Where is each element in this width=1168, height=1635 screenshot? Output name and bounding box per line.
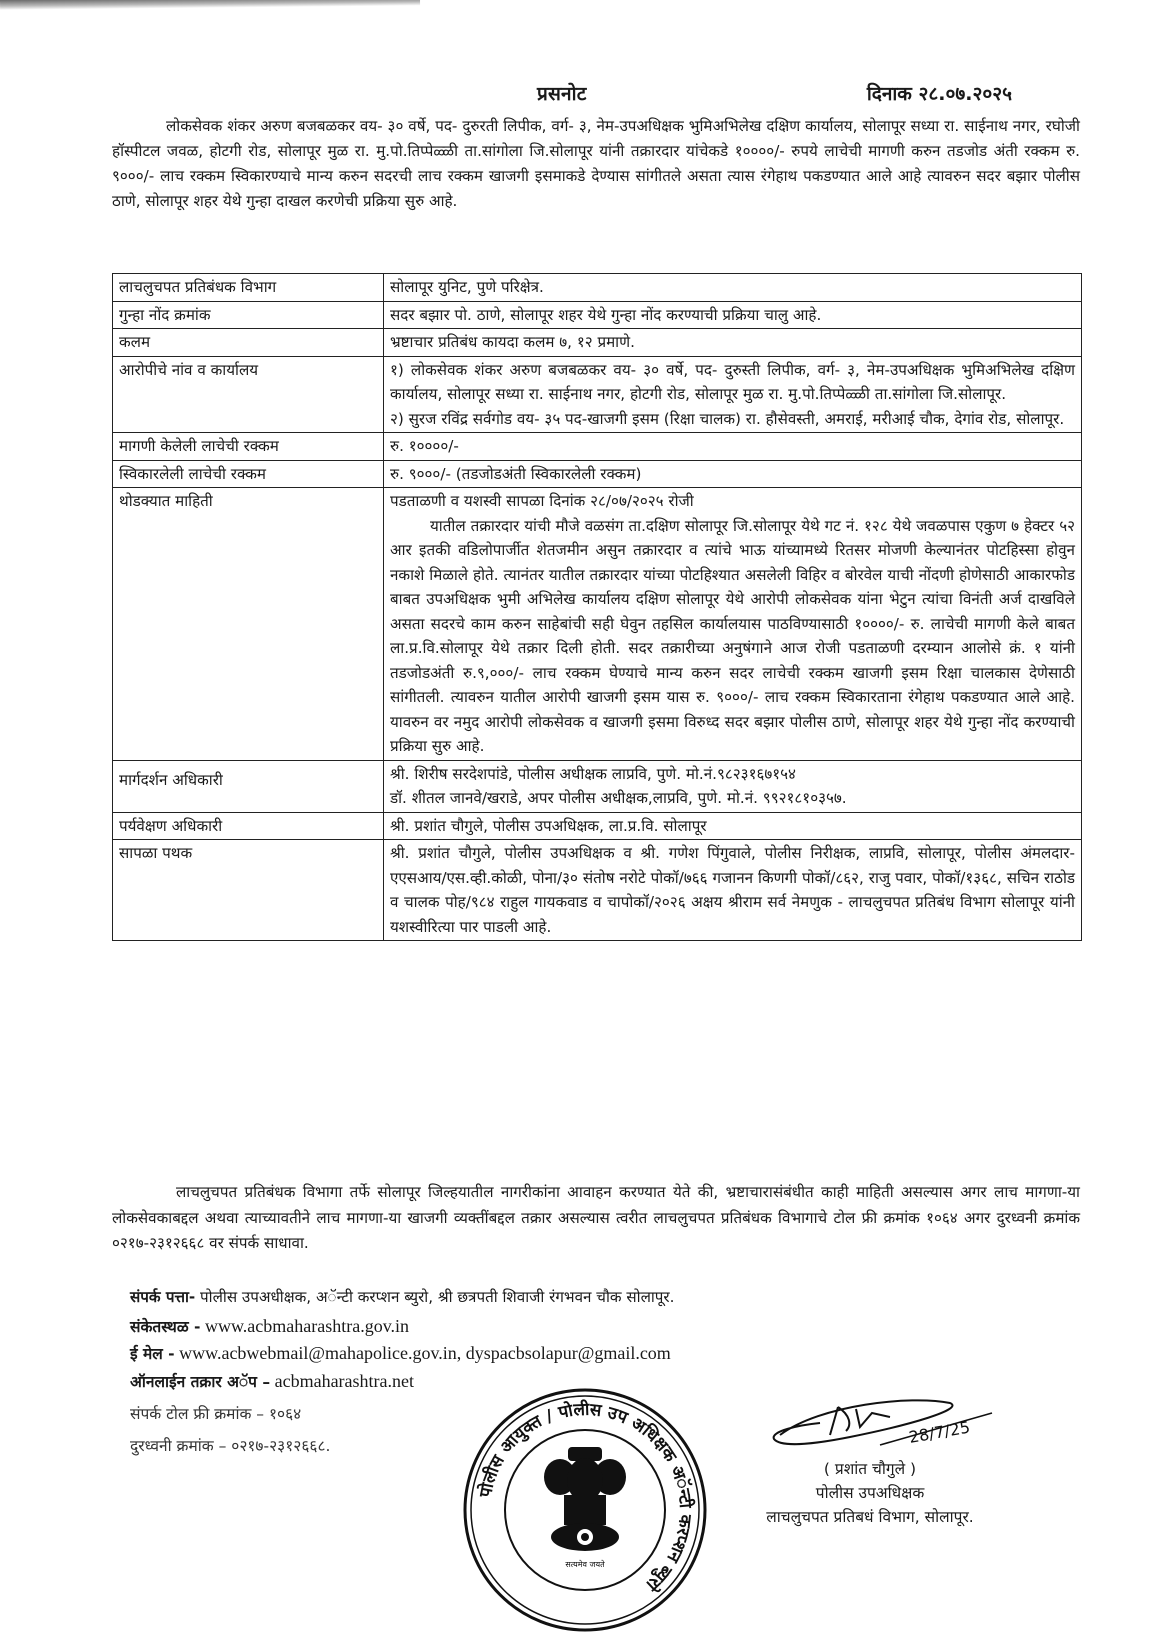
- table-row: [113, 840, 1082, 941]
- guidance-officer: डॉ. शीतल जानवे/खराडे, अपर पोलीस अधीक्षक,लाप्रवि, पुणे. मो.नं. ९९२१८१०३५७.: [390, 789, 847, 807]
- signatory-office: लाचलुचपत प्रतिबधं विभाग, सोलापूर.: [766, 1508, 974, 1526]
- press-note-header: [112, 80, 1080, 110]
- handwritten-signature: [760, 1395, 1000, 1457]
- row-value: सोलापूर युनिट, पुणे परिक्षेत्र.: [384, 274, 1082, 302]
- row-value: रु. १००००/-: [384, 433, 1082, 461]
- table-row: [113, 301, 1082, 329]
- scan-edge-shadow: [0, 0, 420, 10]
- contact-tollfree: संपर्क टोल फ्री क्रमांक – १०६४: [130, 1405, 302, 1423]
- seal-ring-text: पोलीस आयुक्त / पोलीस उप अधिक्षक अॅन्टी करप्शन ब्युरो: [475, 1399, 696, 1595]
- row-value-summary: [384, 488, 1082, 761]
- signature-block: [720, 1395, 1020, 1529]
- contact-online-app: [130, 1370, 414, 1392]
- table-row: [113, 812, 1082, 840]
- row-value: रु. ९०००/- (तडजोडअंती स्विकारलेली रक्कम): [384, 460, 1082, 488]
- table-row: [113, 760, 1082, 812]
- contact-address: [130, 1287, 674, 1307]
- table-row: [113, 329, 1082, 357]
- contact-email-label: ई मेल -: [130, 1345, 175, 1363]
- official-seal: [460, 1385, 710, 1635]
- row-label: लाचलुचपत प्रतिबंधक विभाग: [113, 274, 384, 302]
- contact-website-label: संकेतस्थळ -: [130, 1318, 201, 1336]
- accused-item: १) लोकसेवक शंकर अरुण बजबळकर वय- ३० वर्षे, पद- दुरुस्ती लिपीक, वर्ग- ३, नेम-उपअधिक्षक भुमिअभिलेख दक्षिण कार्यालय, सोलापूर सध्या रा. साईनाथ नगर, होटगी रोड, सोलापूर मुळ रा. मु.पो.तिप्पेळ्ळी ता.सांगोला जि.सोलापूर.: [390, 360, 1075, 403]
- contact-email: [130, 1342, 671, 1364]
- row-value-guidance: [384, 760, 1082, 812]
- guidance-officer: श्री. शिरीष सरदेशपांडे, पोलीस अधीक्षक लाप्रवि, पुणे. मो.नं.९८२३१६७१५४: [390, 764, 796, 783]
- row-value-accused: [384, 356, 1082, 433]
- table-row: [113, 460, 1082, 488]
- contact-address-label: संपर्क पत्ता-: [130, 1288, 196, 1306]
- contact-website-link[interactable]: www.acbmaharashtra.gov.in: [200, 1316, 410, 1336]
- press-note-date: दिनाक २८.०७.२०२५: [866, 83, 1012, 105]
- row-value: सदर बझार पो. ठाणे, सोलापूर शहर येथे गुन्हा नोंद करण्याची प्रक्रिया चालु आहे.: [384, 301, 1082, 329]
- summary-heading: पडताळणी व यशस्वी सापळा दिनांक २८/०७/२०२५ रोजी: [390, 492, 694, 510]
- contact-app-link[interactable]: acbmaharashtra.net: [270, 1371, 415, 1391]
- intro-paragraph: लोकसेवक शंकर अरुण बजबळकर वय- ३० वर्षे, पद- दुरुरती लिपीक, वर्ग- ३, नेम-उपअधिक्षक भुमिअभिलेख दक्षिण कार्यालय, सोलापूर सध्या रा. साईनाथ नगर, रघोजी हॉस्पीटल जवळ, होटगी रोड, सोलापूर मुळ रा. मु.पो.तिप्पेळ्ळी ता.सांगोला जि.सोलापूर यांनी तक्रारदार यांचेकडे १००००/- रुपये लाचेची मागणी करुन तडजोड अंती रक्कम रु. ९०००/- लाच रक्कम स्विकारण्याचे मान्य करुन सदरची लाच रक्कम खाजगी इसमाकडे देण्यास सांगीतले असता त्यास रंगेहाथ पकडण्यात आले आहे त्यावरुन सदर बझार पोलीस ठाणे, सोलापूर शहर येथे गुन्हा दाखल करणेची प्रक्रिया सुरु आहे.: [112, 117, 1080, 210]
- row-label: गुन्हा नोंद क्रमांक: [113, 301, 384, 329]
- accused-item: २) सुरज रविंद्र सर्वगोड वय- ३५ पद-खाजगी इसम (रिक्षा चालक) रा. हौसेवस्ती, अमराई, मरीआई चौक, देगांव रोड, सोलापूर.: [390, 409, 1065, 428]
- national-emblem-icon: [544, 1447, 626, 1551]
- contact-address-value: पोलीस उपअधीक्षक, अॅन्टी करप्शन ब्युरो, श्री छत्रपती शिवाजी रंगभवन चौक सोलापूर.: [195, 1288, 675, 1306]
- row-label: थोडक्यात माहिती: [113, 488, 384, 761]
- row-label: पर्यवेक्षण अधिकारी: [113, 812, 384, 840]
- signatory-name: ( प्रशांत चौगुले ): [823, 1460, 917, 1478]
- row-label: कलम: [113, 329, 384, 357]
- signatory-designation: पोलीस उपअधिक्षक: [815, 1484, 925, 1502]
- seal-motto: सत्यमेव जयते: [565, 1560, 605, 1569]
- row-label: मार्गदर्शन अधिकारी: [113, 760, 384, 812]
- row-label: आरोपीचे नांव व कार्यालय: [113, 356, 384, 433]
- table-row: [113, 356, 1082, 433]
- signature-date: 28/7/25: [907, 1417, 972, 1447]
- contact-app-label: ऑनलाईन तक्रार अॅप –: [130, 1373, 271, 1391]
- summary-body: यातील तक्रारदार यांची मौजे वळसंग ता.दक्षिण सोलापूर जि.सोलापूर येथे गट नं. १२८ येथे जवळपास एकुण ७ हेक्टर ५२ आर इतकी वडिलोपार्जीत शेतजमीन असुन तक्रारदार व त्यांचे भाऊ यांच्यामध्ये रितसर मोजणी केल्यानंतर पोटहिस्सा होवुन नकाशे मिळाले होते. त्यानंतर यातील तक्रारदार यांच्या पोटहिश्यात असलेली विहिर व बोरवेल याची नोंदणी होणेसाठी आकारफोड बाबत उपअधिक्षक भुमी अभिलेख कार्यालय दक्षिण सोलापूर येथे आरोपी लोकसेवक यांना भेटुन त्यांचा विनंती अर्ज दाखविले असता सदरचे काम करुन साहेबांची सही घेवुन तहसिल कार्यालयास पाठविण्यासाठी १००००/- रु. लाचेची मागणी केले बाबत ला.प्र.वि.सोलापूर येथे तक्रार दिली होती. सदर तक्रारीच्या अनुषंगाने आज रोजी पडताळणी दरम्यान आलोसे क्रं. १ यांनी तडजोडअंती रु.९,०००/- लाच रक्कम घेण्याचे मान्य करुन सदर लाचेची रक्कम खाजगी इसम रिक्षा चालकास देणेसाठी सांगीतली. त्यावरुन यातील आरोपी खाजगी इसम यास रु. ९०००/- लाच रक्कम स्विकारताना रंगेहाथ पकडण्यात आले आहे. यावरुन वर नमुद आरोपी लोकसेवक व खाजगी इसमा विरुध्द सदर बझार पोलीस ठाणे, सोलापूर शहर येथे गुन्हा नोंद करण्याची प्रक्रिया सुरु आहे.: [390, 516, 1075, 755]
- contact-phone: दुरध्वनी क्रमांक – ०२१७-२३१२६६८.: [130, 1437, 331, 1455]
- press-note-title: प्रसनोट: [537, 83, 587, 105]
- contact-website: [130, 1315, 409, 1337]
- table-row: [113, 433, 1082, 461]
- row-label: स्विकारलेली लाचेची रक्कम: [113, 460, 384, 488]
- contact-email-link[interactable]: www.acbwebmail@mahapolice.gov.in, dyspacbsolapur@gmail.com: [174, 1343, 671, 1363]
- row-label: सापळा पथक: [113, 840, 384, 941]
- row-value: श्री. प्रशांत चौगुले, पोलीस उपअधिक्षक व श्री. गणेश पिंगुवाले, पोलीस निरीक्षक, लाप्रवि, सोलापूर, पोलीस अंमलदार- एएसआय/एस.व्ही.कोळी, पोना/३० संतोष नरोटे पोकॉ/७६६ गजानन किणगी पोकॉ/८६२, राजु पवार, पोकॉ/१३६८, सचिन राठोड व चालक पोह/९८४ राहुल गायकवाड व चापोकॉ/२०२६ अक्षय श्रीराम सर्व नेमणुक - लाचलुचपत प्रतिबंध विभाग सोलापूर यांनी यशस्वीरित्या पार पाडली आहे.: [384, 840, 1082, 941]
- row-value: श्री. प्रशांत चौगुले, पोलीस उपअधिक्षक, ला.प्र.वि. सोलापूर: [384, 812, 1082, 840]
- table-row: [113, 274, 1082, 302]
- public-appeal-paragraph: लाचलुचपत प्रतिबंधक विभागा तर्फे सोलापूर जिल्हयातील नागरीकांना आवाहन करण्यात येते की, भ्रष्टाचारासंबंधीत काही माहिती असल्यास अगर लाच मागणा-या लोकसेवकाबद्दल अथवा त्याच्यावतीने लाच मागणा-या खाजगी व्यक्तींबद्दल तक्रार असल्यास त्वरीत लाचलुचपत प्रतिबंधक विभागाचे टोल फ्री क्रमांक १०६४ अगर दुरध्वनी क्रमांक ०२१७-२३१२६६८ वर संपर्क साधावा.: [112, 1183, 1080, 1252]
- row-label: मागणी केलेली लाचेची रक्कम: [113, 433, 384, 461]
- table-row: [113, 488, 1082, 761]
- case-details-table: [112, 273, 1082, 941]
- row-value: भ्रष्टाचार प्रतिबंध कायदा कलम ७, १२ प्रमाणे.: [384, 329, 1082, 357]
